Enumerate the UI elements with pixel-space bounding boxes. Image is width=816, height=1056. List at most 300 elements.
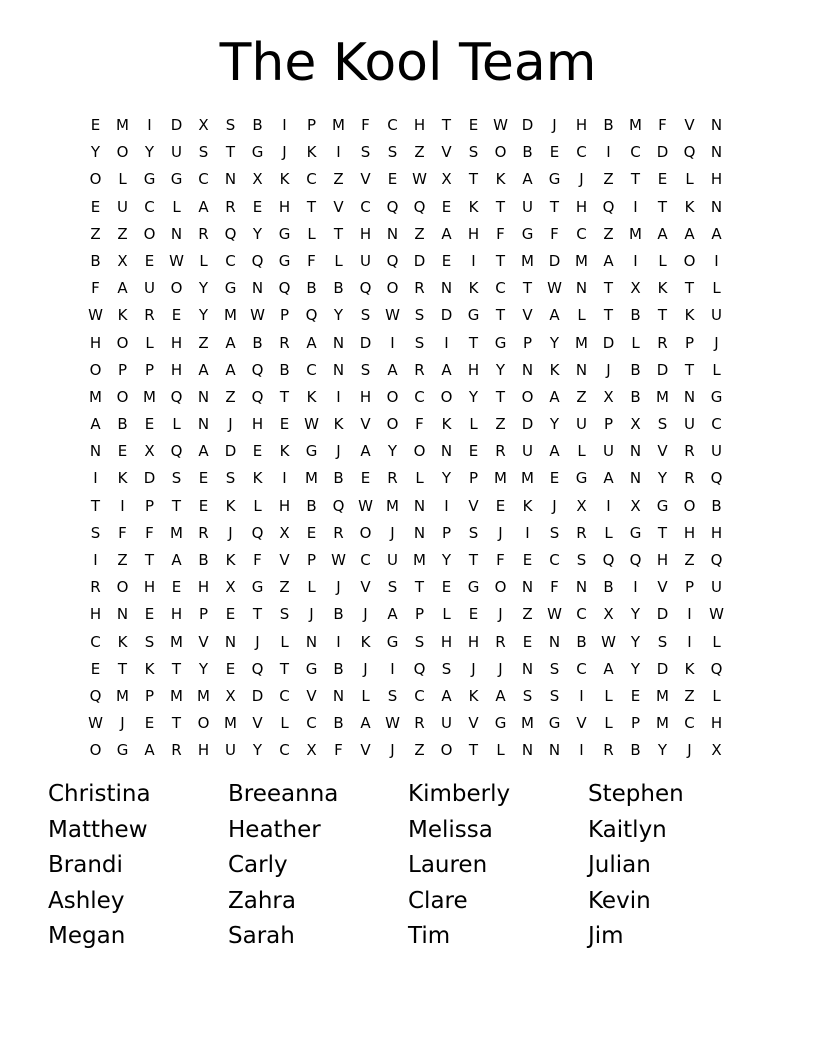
grid-letter: K	[306, 143, 317, 162]
grid-letter: Y	[657, 469, 668, 488]
word-list-item: Jim	[588, 923, 624, 949]
grid-letter: W	[385, 306, 400, 325]
grid-letter: E	[198, 469, 209, 488]
grid-letter: E	[495, 496, 506, 515]
grid-letter: N	[629, 442, 642, 461]
grid-letter: T	[657, 523, 668, 542]
grid-letter: W	[547, 605, 562, 624]
grid-letter: K	[279, 442, 290, 461]
grid-letter: M	[143, 387, 156, 406]
word-list-item: Sarah	[228, 923, 295, 949]
grid-letter: O	[386, 279, 399, 298]
grid-letter: F	[307, 251, 316, 270]
grid-letter: Y	[630, 605, 641, 624]
grid-letter: K	[657, 279, 668, 298]
grid-letter: L	[631, 333, 640, 352]
grid-letter: C	[387, 116, 398, 134]
grid-letter: L	[577, 306, 586, 325]
grid-letter: M	[170, 523, 183, 542]
grid-row	[82, 438, 730, 465]
grid-letter: A	[306, 333, 317, 352]
grid-letter: S	[414, 333, 425, 352]
grid-letter: A	[549, 442, 560, 461]
grid-letter: Q	[602, 197, 615, 216]
grid-letter: G	[251, 578, 264, 597]
grid-letter: N	[683, 387, 696, 406]
grid-letter: L	[469, 415, 478, 434]
grid-letter: V	[522, 306, 533, 325]
grid-letter: S	[549, 659, 560, 678]
grid-letter: J	[336, 578, 341, 597]
grid-letter: V	[360, 415, 371, 434]
grid-letter: V	[279, 551, 290, 569]
word-list-item: Matthew	[48, 816, 148, 843]
grid-letter: Y	[549, 333, 560, 352]
grid-letter: L	[496, 741, 505, 760]
grid-letter: V	[360, 170, 371, 189]
grid-letter: K	[117, 632, 128, 651]
grid-letter: M	[656, 387, 669, 406]
grid-letter: T	[306, 197, 317, 216]
grid-letter: E	[117, 442, 128, 461]
grid-letter: X	[198, 116, 209, 134]
grid-letter: C	[576, 659, 587, 678]
grid-letter: A	[711, 224, 722, 243]
grid-letter: B	[711, 496, 722, 515]
grid-letter: R	[495, 442, 506, 461]
grid-letter: O	[143, 224, 156, 243]
grid-letter: B	[630, 741, 641, 760]
grid-letter: Q	[251, 387, 264, 406]
grid-letter: I	[336, 632, 341, 651]
grid-letter: M	[575, 333, 588, 352]
grid-letter: E	[441, 578, 452, 597]
grid-letter: N	[413, 496, 426, 515]
grid-letter: J	[714, 333, 719, 352]
grid-letter: C	[495, 279, 506, 298]
grid-row	[82, 330, 730, 357]
grid-letter: L	[415, 469, 424, 488]
grid-letter: D	[602, 333, 615, 352]
grid-letter: Q	[89, 686, 102, 705]
grid-letter: T	[495, 197, 506, 216]
grid-letter: T	[252, 605, 263, 624]
grid-letter: S	[576, 551, 587, 569]
grid-letter: E	[144, 714, 155, 733]
grid-letter: C	[279, 741, 290, 760]
grid-letter: P	[603, 415, 614, 434]
grid-letter: B	[252, 116, 263, 134]
grid-letter: E	[549, 143, 560, 162]
grid-letter: K	[441, 415, 452, 434]
grid-letter: A	[387, 360, 398, 379]
grid-letter: Q	[413, 659, 426, 678]
grid-letter: G	[494, 714, 507, 733]
grid-letter: S	[414, 632, 425, 651]
grid-letter: I	[579, 741, 584, 760]
grid-letter: R	[225, 197, 236, 216]
grid-letter: K	[468, 686, 479, 705]
grid-letter: Y	[198, 306, 209, 325]
grid-letter: T	[549, 197, 560, 216]
grid-letter: B	[630, 306, 641, 325]
word-list-item: Zahra	[228, 887, 296, 914]
grid-letter: A	[684, 224, 695, 243]
grid-letter: F	[118, 523, 127, 542]
grid-row	[82, 248, 730, 275]
grid-letter: H	[251, 415, 264, 434]
grid-letter: J	[336, 442, 341, 461]
grid-letter: S	[441, 659, 452, 678]
grid-letter: C	[630, 143, 641, 162]
grid-letter: T	[603, 306, 614, 325]
grid-letter: G	[386, 632, 399, 651]
grid-letter: I	[390, 333, 395, 352]
grid-letter: S	[387, 578, 398, 597]
grid-letter: A	[90, 415, 101, 434]
grid-letter: K	[468, 279, 479, 298]
grid-letter: V	[252, 714, 263, 733]
grid-letter: W	[304, 415, 319, 434]
grid-letter: G	[494, 333, 507, 352]
grid-letter: H	[575, 197, 588, 216]
grid-letter: A	[225, 360, 236, 379]
grid-letter: C	[225, 251, 236, 270]
grid-letter: D	[413, 251, 426, 270]
grid-letter: D	[440, 306, 453, 325]
grid-letter: L	[253, 496, 262, 515]
grid-letter: J	[228, 523, 233, 542]
grid-letter: F	[415, 415, 424, 434]
grid-letter: V	[468, 496, 479, 515]
grid-letter: I	[282, 469, 287, 488]
grid-letter: U	[225, 741, 236, 760]
grid-letter: L	[604, 714, 613, 733]
grid-letter: X	[630, 496, 641, 515]
grid-letter: O	[359, 523, 372, 542]
grid-row	[82, 112, 730, 139]
grid-letter: U	[387, 551, 398, 569]
grid-letter: F	[658, 116, 667, 134]
grid-letter: W	[601, 632, 616, 651]
grid-letter: V	[360, 578, 371, 597]
word-list-item: Kimberly	[408, 781, 511, 807]
grid-letter: Y	[387, 442, 398, 461]
grid-letter: R	[279, 333, 290, 352]
grid-letter: K	[495, 170, 506, 189]
grid-letter: O	[386, 415, 399, 434]
grid-letter: M	[224, 714, 237, 733]
grid-letter: I	[606, 143, 611, 162]
grid-letter: E	[279, 415, 290, 434]
grid-letter: V	[468, 714, 479, 733]
grid-letter: J	[498, 523, 503, 542]
grid-letter: S	[522, 686, 533, 705]
grid-letter: M	[575, 251, 588, 270]
grid-letter: E	[90, 116, 101, 134]
grid-letter: M	[521, 469, 534, 488]
grid-letter: S	[90, 523, 101, 542]
grid-letter: S	[279, 605, 290, 624]
grid-letter: J	[687, 741, 692, 760]
grid-letter: Q	[710, 659, 723, 678]
grid-letter: L	[307, 578, 316, 597]
grid-letter: C	[684, 714, 695, 733]
grid-letter: E	[441, 197, 452, 216]
grid-letter: Z	[414, 143, 425, 162]
grid-letter: S	[468, 143, 479, 162]
grid-letter: Q	[278, 279, 291, 298]
grid-letter: B	[306, 279, 317, 298]
grid-letter: N	[89, 442, 102, 461]
grid-letter: C	[279, 686, 290, 705]
grid-letter: G	[116, 741, 129, 760]
grid-letter: W	[250, 306, 265, 325]
grid-letter: T	[279, 659, 290, 678]
grid-letter: U	[684, 415, 695, 434]
grid-letter: X	[603, 387, 614, 406]
grid-row	[82, 166, 730, 193]
grid-letter: O	[116, 143, 129, 162]
grid-letter: R	[414, 714, 425, 733]
grid-letter: L	[199, 251, 208, 270]
grid-letter: A	[198, 197, 209, 216]
grid-letter: N	[440, 279, 453, 298]
grid-row	[82, 683, 730, 710]
grid-letter: T	[171, 496, 182, 515]
grid-letter: D	[521, 415, 534, 434]
grid-letter: S	[360, 360, 371, 379]
grid-letter: J	[606, 360, 611, 379]
grid-letter: P	[144, 496, 155, 515]
grid-letter: Y	[252, 224, 263, 243]
grid-letter: Z	[279, 578, 290, 597]
grid-letter: M	[89, 387, 102, 406]
grid-letter: S	[549, 523, 560, 542]
letter-grid	[82, 112, 730, 765]
grid-letter: O	[440, 741, 453, 760]
grid-letter: B	[576, 632, 587, 651]
grid-letter: A	[495, 686, 506, 705]
grid-letter: A	[144, 741, 155, 760]
grid-letter: E	[387, 170, 398, 189]
word-list-item: Carly	[228, 852, 288, 878]
grid-letter: E	[90, 659, 101, 678]
grid-letter: N	[710, 197, 723, 216]
grid-letter: E	[549, 469, 560, 488]
grid-letter: D	[143, 469, 156, 488]
grid-row	[82, 194, 730, 221]
grid-letter: T	[333, 224, 344, 243]
grid-letter: U	[711, 306, 722, 325]
grid-letter: I	[633, 578, 638, 597]
grid-letter: D	[656, 605, 669, 624]
grid-letter: E	[252, 442, 263, 461]
grid-letter: Q	[710, 551, 723, 569]
grid-letter: G	[521, 224, 534, 243]
grid-letter: R	[387, 469, 398, 488]
grid-letter: W	[88, 306, 103, 325]
grid-letter: C	[306, 360, 317, 379]
grid-letter: R	[603, 741, 614, 760]
grid-row	[82, 601, 730, 628]
grid-letter: W	[412, 170, 427, 189]
grid-letter: T	[684, 360, 695, 379]
grid-letter: P	[414, 605, 425, 624]
grid-letter: G	[710, 387, 723, 406]
grid-letter: R	[414, 279, 425, 298]
grid-letter: A	[441, 224, 452, 243]
grid-letter: A	[360, 442, 371, 461]
grid-letter: I	[606, 496, 611, 515]
grid-letter: N	[521, 578, 534, 597]
grid-letter: J	[552, 496, 557, 515]
grid-letter: I	[687, 605, 692, 624]
grid-letter: B	[198, 551, 209, 569]
grid-letter: U	[117, 197, 128, 216]
grid-letter: M	[413, 551, 426, 569]
grid-letter: X	[576, 496, 587, 515]
grid-letter: I	[390, 659, 395, 678]
grid-letter: J	[309, 605, 314, 624]
grid-letter: Z	[684, 686, 695, 705]
grid-letter: I	[282, 116, 287, 134]
grid-letter: N	[710, 116, 723, 134]
grid-letter: J	[579, 170, 584, 189]
grid-letter: Q	[251, 360, 264, 379]
grid-letter: J	[390, 523, 395, 542]
grid-letter: G	[278, 251, 291, 270]
grid-letter: O	[521, 387, 534, 406]
grid-letter: I	[633, 197, 638, 216]
grid-letter: I	[714, 251, 719, 270]
grid-letter: P	[279, 306, 290, 325]
grid-letter: N	[170, 224, 183, 243]
grid-letter: M	[521, 714, 534, 733]
grid-letter: F	[253, 551, 262, 569]
grid-letter: A	[603, 251, 614, 270]
grid-letter: I	[687, 632, 692, 651]
grid-letter: N	[116, 605, 129, 624]
grid-letter: Q	[710, 469, 723, 488]
grid-letter: H	[278, 496, 291, 515]
grid-letter: C	[414, 387, 425, 406]
grid-letter: H	[170, 605, 183, 624]
grid-letter: S	[549, 686, 560, 705]
grid-letter: T	[495, 387, 506, 406]
grid-letter: N	[548, 632, 561, 651]
grid-row	[82, 737, 730, 764]
grid-letter: N	[575, 279, 588, 298]
grid-letter: H	[683, 523, 696, 542]
grid-letter: W	[547, 279, 562, 298]
grid-letter: Y	[630, 659, 641, 678]
grid-letter: T	[144, 551, 155, 569]
word-list-item: Brandi	[48, 852, 123, 878]
grid-letter: P	[522, 333, 533, 352]
grid-letter: A	[441, 686, 452, 705]
grid-letter: I	[93, 551, 98, 569]
grid-letter: J	[390, 741, 395, 760]
grid-letter: F	[550, 224, 559, 243]
grid-letter: M	[494, 469, 507, 488]
grid-letter: X	[711, 741, 722, 760]
grid-letter: T	[171, 714, 182, 733]
grid-letter: B	[522, 143, 533, 162]
grid-letter: Z	[495, 415, 506, 434]
grid-row	[82, 221, 730, 248]
grid-letter: R	[657, 333, 668, 352]
grid-letter: M	[656, 686, 669, 705]
grid-letter: S	[171, 469, 182, 488]
grid-letter: F	[496, 551, 505, 569]
word-list-item: Tim	[408, 923, 451, 949]
grid-letter: H	[197, 741, 210, 760]
grid-letter: U	[144, 279, 155, 298]
grid-letter: E	[522, 632, 533, 651]
grid-letter: U	[360, 251, 371, 270]
grid-letter: N	[710, 143, 723, 162]
grid-letter: L	[604, 686, 613, 705]
grid-letter: F	[334, 741, 343, 760]
grid-letter: L	[712, 360, 721, 379]
grid-letter: I	[525, 523, 530, 542]
grid-letter: T	[468, 333, 479, 352]
grid-letter: A	[603, 469, 614, 488]
grid-letter: A	[549, 306, 560, 325]
grid-letter: B	[279, 360, 290, 379]
grid-letter: K	[117, 469, 128, 488]
grid-letter: T	[441, 116, 452, 134]
word-list-item: Stephen	[588, 781, 684, 807]
grid-letter: I	[444, 496, 449, 515]
grid-letter: L	[712, 279, 721, 298]
grid-letter: O	[440, 387, 453, 406]
grid-letter: X	[279, 523, 290, 542]
grid-letter: Z	[603, 170, 614, 189]
grid-letter: E	[468, 442, 479, 461]
grid-letter: H	[197, 578, 210, 597]
grid-letter: R	[198, 523, 209, 542]
grid-letter: Q	[683, 143, 696, 162]
grid-letter: K	[684, 306, 695, 325]
grid-letter: Q	[359, 279, 372, 298]
grid-letter: T	[495, 251, 506, 270]
grid-letter: P	[144, 686, 155, 705]
grid-letter: H	[143, 578, 156, 597]
grid-letter: N	[386, 224, 399, 243]
grid-letter: N	[332, 686, 345, 705]
grid-letter: Z	[90, 224, 101, 243]
grid-row	[82, 520, 730, 547]
grid-letter: H	[467, 224, 480, 243]
grid-letter: X	[630, 415, 641, 434]
grid-letter: N	[224, 170, 237, 189]
word-list-item: Megan	[48, 923, 126, 949]
grid-letter: F	[91, 279, 100, 298]
grid-letter: Q	[332, 496, 345, 515]
grid-letter: H	[89, 605, 102, 624]
grid-letter: H	[710, 170, 723, 189]
grid-letter: D	[656, 143, 669, 162]
grid-letter: F	[550, 578, 559, 597]
grid-letter: L	[658, 251, 667, 270]
grid-letter: B	[603, 116, 614, 134]
grid-letter: M	[656, 714, 669, 733]
grid-letter: E	[252, 197, 263, 216]
grid-letter: A	[198, 360, 209, 379]
grid-letter: O	[89, 360, 102, 379]
